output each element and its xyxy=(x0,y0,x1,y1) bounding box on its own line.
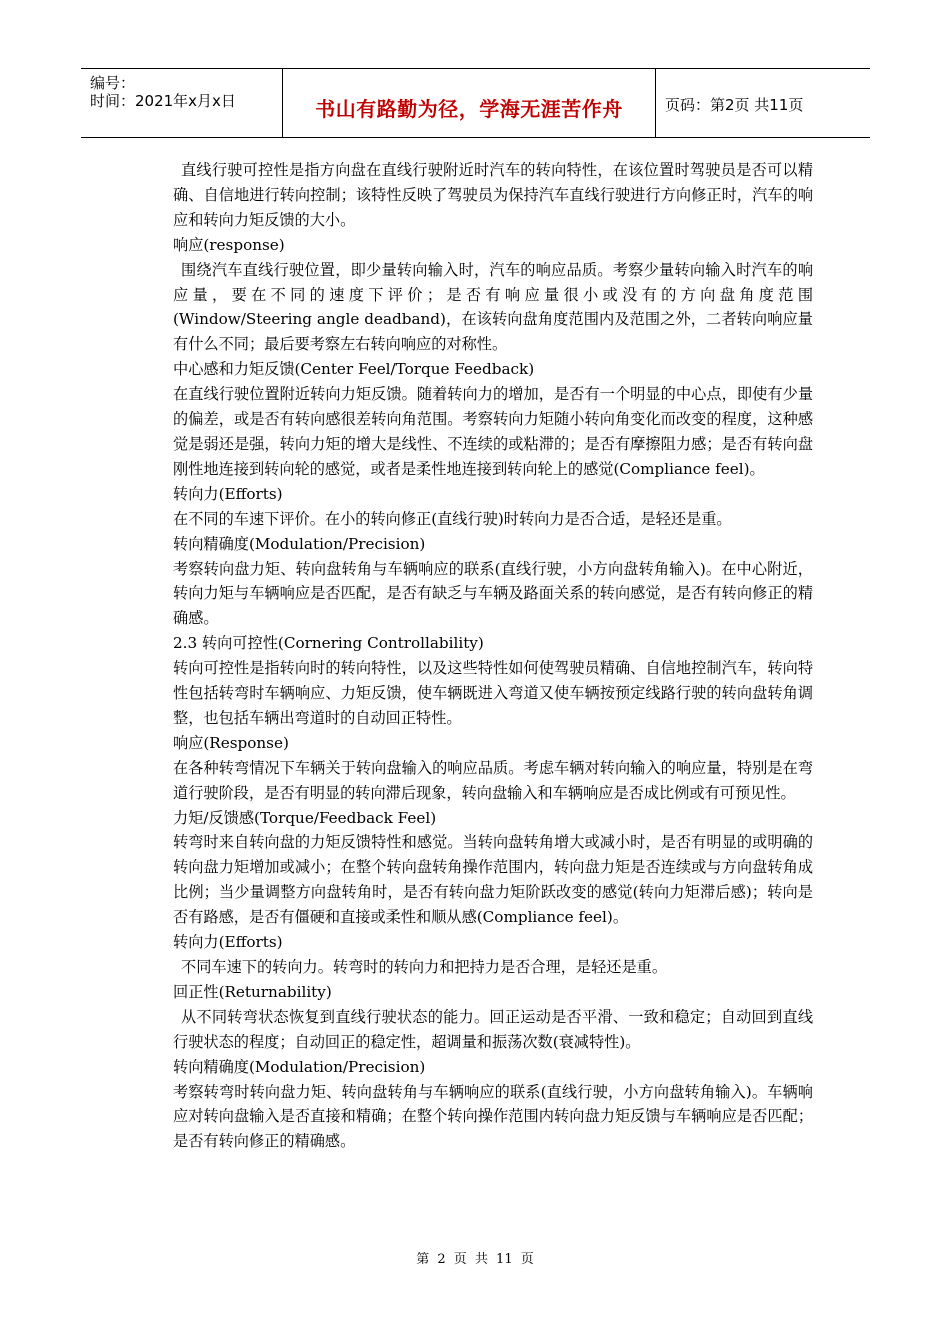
section-heading: 响应(Response) xyxy=(173,733,289,752)
body-paragraph: 在各种转弯情况下车辆关于转向盘输入的响应品质。考虑车辆对转向输入的响应量，特别是在弯道行驶阶段，是否有明显的转向滞后现象，转向盘输入和车辆响应是否成比例或有可预见性。 xyxy=(173,758,813,802)
body-paragraph: 在直线行驶位置附近转向力矩反馈。随着转向力的增加，是否有一个明显的中心点，即使有少量的偏差，或是否有转向感很差转向角范围。考察转向力矩随小转向角变化而改变的程度，这种感觉是弱还是强，转向力矩的增大是线性、不连续的或粘滞的；是否有摩擦阻力感；是否有转向盘刚性地连接到转向轮的感觉，或者是柔性地连接到转向轮上的感觉(Compliance feel)。 xyxy=(173,385,813,478)
section-heading: 响应(response) xyxy=(173,235,285,254)
body-paragraph: 转向可控性是指转向时的转向特性，以及这些特性如何使驾驶员精确、自信地控制汽车，转向特性包括转弯时车辆响应、力矩反馈，使车辆既进入弯道又使车辆按预定线路行驶的转向盘转角调整，也包括车辆出弯道时的自动回正特性。 xyxy=(173,659,813,727)
body-paragraph: 转弯时来自转向盘的力矩反馈特性和感觉。当转向盘转角增大或减小时，是否有明显的或明确的转向盘力矩增加或减小；在整个转向盘转角操作范围内，转向盘力矩是否连续或与方向盘转角成比例；当少量调整方向盘转角时，是否有转向盘力矩阶跃改变的感觉(转向力矩滞后感)；转向是否有路感，是否有僵硬和直接或柔性和顺从感(Compliance feel)。 xyxy=(173,833,813,927)
body-paragraph: 直线行驶可控性是指方向盘在直线行驶附近时汽车的转向特性，在该位置时驾驶员是否可以精确、自信地进行转向控制；该特性反映了驾驶员为保持汽车直线行驶进行方向修正时，汽车的响应和转向力矩反馈的大小。 xyxy=(173,161,813,229)
section-heading: 转向力(Efforts) xyxy=(173,484,283,503)
section-heading: 回正性(Returnability) xyxy=(173,982,332,1001)
section-heading: 转向精确度(Modulation/Precision) xyxy=(173,534,426,553)
header-motto: 书山有路勤为径，学海无涯苦作舟 xyxy=(315,97,623,121)
section-heading: 转向力(Efforts) xyxy=(173,933,283,952)
body-paragraph: 在不同的车速下评价。在小的转向修正(直线行驶)时转向力是否合适，是轻还是重。 xyxy=(173,509,732,528)
body-paragraph: 考察转弯时转向盘力矩、转向盘转角与车辆响应的联系(直线行驶，小方向盘转角输入)。车辆响应对转向盘输入是否直接和精确；在整个转向操作范围内转向盘力矩反馈与车辆响应是否匹配；是否有转向修正的精确感。 xyxy=(173,1082,813,1151)
doc-date-label: 时间：2021年x月x日 xyxy=(90,92,236,110)
body-paragraph: 不同车速下的转向力。转弯时的转向力和把持力是否合理，是轻还是重。 xyxy=(181,958,667,976)
header-motto-cell xyxy=(283,69,656,137)
page-header xyxy=(81,68,870,138)
body-paragraph: 考察转向盘力矩、转向盘转角与车辆响应的联系(直线行驶，小方向盘转角输入)。在中心附近，转向力矩与车辆响应是否匹配，是否有缺乏与车辆及路面关系的转向感觉，是否有转向修正的精确感。 xyxy=(173,559,813,628)
section-heading: 中心感和力矩反馈(Center Feel/Torque Feedback) xyxy=(173,360,535,379)
header-left-cell xyxy=(81,69,283,137)
document-body xyxy=(173,158,813,1154)
body-paragraph: 从不同转弯状态恢复到直线行驶状态的能力。回正运动是否平滑、一致和稳定；自动回到直线行驶状态的程度；自动回正的稳定性，超调量和振荡次数(衰减特性)。 xyxy=(173,1007,813,1051)
header-page-cell xyxy=(656,69,870,137)
doc-number-label: 编号： xyxy=(90,74,136,92)
section-heading: 力矩/反馈感(Torque/Feedback Feel) xyxy=(173,808,437,827)
body-paragraph: 围绕汽车直线行驶位置，即少量转向输入时，汽车的响应品质。考察少量转向输入时汽车的响应量，要在不同的速度下评价；是否有响应量很小或没有的方向盘角度范围(Window/Steering angle deadband)，在该转向盘角度范围内及范围之外，二者转向响应量有什么不同；最后要考察左右转向响应的对称性。 xyxy=(173,260,813,354)
section-heading: 2.3 转向可控性(Cornering Controllability) xyxy=(173,634,484,653)
header-page-label: 页码：第2页 共11页 xyxy=(665,96,804,114)
section-heading: 转向精确度(Modulation/Precision) xyxy=(173,1057,426,1076)
page-footer: 第 2 页 共 11 页 xyxy=(416,1252,534,1267)
